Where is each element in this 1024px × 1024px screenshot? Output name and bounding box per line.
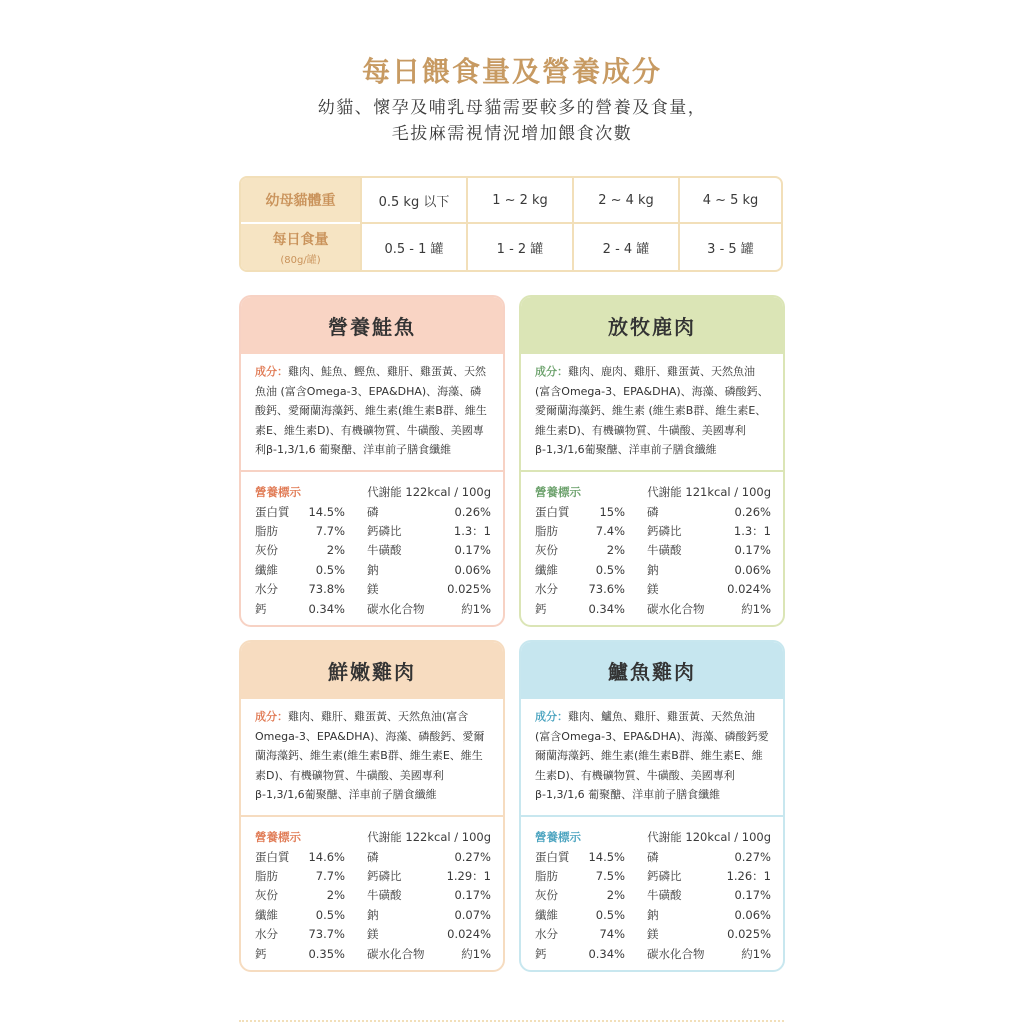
card-title: 營養鮭魚 [241,297,503,354]
ingredients-label: 成分： [535,365,568,378]
nutrient-value: 約1% [741,601,771,616]
nutrient-name: 鈉 [647,562,659,577]
nutrient-value: 0.06% [454,562,491,577]
nutrient-name: 脂肪 [535,869,558,884]
nutrient-value: 7.4% [595,524,625,539]
nutrition-label: 營養標示 [255,830,301,844]
nutrient-value: 14.6% [308,849,345,864]
nutrition-row [255,521,491,540]
card-title: 鱸魚雞肉 [521,642,783,699]
feeding-table [239,176,783,272]
nutrient-value: 0.34% [588,946,625,961]
weight-cell: 2 ~ 4 kg [572,178,678,224]
nutrient-value: 約1% [461,601,491,616]
nutrition-row [535,580,771,599]
ingredients-label: 成分： [255,365,288,378]
nutrient-name: 牛磺酸 [367,888,402,903]
nutrition-label: 營養標示 [255,485,301,499]
ingredients-text: 雞肉、鱸魚、雞肝、雞蛋黃、天然魚油 (富含Omega-3、EPA&DHA)、海藻、磷酸鈣愛爾蘭海藻鈣、維生素(維生素B群、維生素E、維生素D)、有機礦物質、牛磺酸、美國專利β-1,3/1,6 葡聚醣、洋車前子膳食纖維 [535,710,769,801]
nutrition-rows [255,847,491,963]
nutrient-value: 0.024% [447,927,491,942]
nutrition-row [255,944,491,963]
nutrition-row [255,847,491,866]
amount-cell: 0.5 - 1 罐 [360,224,466,270]
nutrient-name: 鈣磷比 [367,869,402,884]
nutrient-name: 脂肪 [535,524,558,539]
nutrient-name: 牛磺酸 [367,543,402,558]
energy-value: 代謝能 121kcal / 100g [647,485,771,499]
nutrient-name: 水分 [255,582,278,597]
nutrient-name: 蛋白質 [535,849,570,864]
nutrient-value: 0.17% [734,888,771,903]
nutrient-name: 牛磺酸 [647,888,682,903]
nutrient-value: 7.7% [315,869,345,884]
energy-value: 代謝能 122kcal / 100g [367,485,491,499]
nutrient-name: 纖維 [535,562,558,577]
nutrition-rows [535,847,771,963]
nutrition-rows [255,502,491,618]
nutrient-name: 磷 [647,849,659,864]
nutrient-value: 0.06% [734,907,771,922]
energy-value: 代謝能 120kcal / 100g [647,830,771,844]
nutrition-panel [241,817,503,963]
nutrient-value: 2% [326,888,345,903]
nutrient-value: 15% [599,504,625,519]
weight-cell: 4 ~ 5 kg [678,178,781,224]
nutrient-value: 0.35% [308,946,345,961]
nutrient-value: 7.5% [595,869,625,884]
nutrition-row [255,866,491,885]
nutrient-name: 纖維 [535,907,558,922]
nutrient-name: 碳水化合物 [367,601,425,616]
nutrient-value: 1.29：1 [446,869,491,884]
nutrient-value: 0.5% [315,562,345,577]
weight-label: 幼母貓體重 [265,193,336,209]
nutrient-name: 鈣 [255,946,267,961]
nutrient-value: 73.8% [308,582,345,597]
nutrition-row [535,944,771,963]
ingredients-label: 成分： [535,710,568,723]
nutrient-name: 鈣 [535,601,547,616]
nutrient-name: 牛磺酸 [647,543,682,558]
nutrition-row [535,502,771,521]
card-title: 鮮嫩雞肉 [241,642,503,699]
nutrient-name: 鈣 [535,946,547,961]
nutrient-name: 灰份 [535,543,558,558]
nutrient-value: 7.7% [315,524,345,539]
nutrient-value: 0.17% [454,888,491,903]
product-card-deer [519,295,785,627]
nutrition-row [255,541,491,560]
ingredients-text: 雞肉、鮭魚、鰹魚、雞肝、雞蛋黃、天然魚油 (富含Omega-3、EPA&DHA)、海藻、磷酸鈣、愛爾蘭海藻鈣、維生素(維生素B群、維生素E、維生素D)、有機礦物質、牛磺酸、美國專利β-1,3/1,6 葡聚醣、洋車前子膳食纖維 [255,365,487,456]
product-card-chicken [239,640,505,972]
page-title: 每日餵食量及營養成分 [361,55,662,88]
card-title: 放牧鹿肉 [521,297,783,354]
nutrition-row [255,925,491,944]
amount-cell: 1 - 2 罐 [466,224,572,270]
nutrition-row [535,925,771,944]
nutrition-row [535,560,771,579]
nutrition-row [535,599,771,618]
ingredients [241,354,503,470]
nutrition-label: 營養標示 [535,485,581,499]
nutrition-panel [521,817,783,963]
nutrient-name: 纖維 [255,562,278,577]
subtitle-line-2: 毛拔麻需視情況增加餵食次數 [391,124,633,144]
nutrient-value: 73.7% [308,927,345,942]
nutrition-label: 營養標示 [535,830,581,844]
nutrient-name: 灰份 [255,888,278,903]
nutrition-row [255,560,491,579]
nutrient-name: 水分 [255,927,278,942]
nutrient-name: 磷 [647,504,659,519]
nutrient-name: 蛋白質 [255,504,290,519]
nutrient-value: 0.06% [734,562,771,577]
nutrient-value: 0.26% [454,504,491,519]
nutrition-row [535,905,771,924]
ingredients-text: 雞肉、鹿肉、雞肝、雞蛋黃、天然魚油 (富含Omega-3、EPA&DHA)、海藻、磷酸鈣、愛爾蘭海藻鈣、維生素 (維生素B群、維生素E、維生素D)、有機礦物質、牛磺酸、美國專利β-1,3/1,6葡聚醣、洋車前子膳食纖維 [535,365,769,456]
nutrient-value: 74% [599,927,625,942]
ingredients [241,699,503,815]
nutrient-name: 鈉 [367,907,379,922]
amount-header [241,224,360,270]
nutrient-name: 水分 [535,927,558,942]
nutrient-value: 14.5% [588,849,625,864]
nutrition-row [535,866,771,885]
amount-cell: 2 - 4 罐 [572,224,678,270]
nutrient-name: 鎂 [647,927,659,942]
weight-cell: 1 ~ 2 kg [466,178,572,224]
nutrient-name: 灰份 [255,543,278,558]
nutrient-name: 鎂 [647,582,659,597]
nutrient-name: 蛋白質 [535,504,570,519]
nutrient-value: 約1% [461,946,491,961]
nutrient-name: 鈣磷比 [647,869,682,884]
nutrition-row [255,502,491,521]
nutrient-name: 纖維 [255,907,278,922]
nutrient-value: 1.26：1 [726,869,771,884]
weight-cell: 0.5 kg 以下 [360,178,466,224]
energy-value: 代謝能 122kcal / 100g [367,830,491,844]
nutrient-value: 0.17% [734,543,771,558]
subtitle-line-1: 幼貓、懷孕及哺乳母貓需要較多的營養及食量， [317,98,707,118]
nutrient-value: 0.024% [727,582,771,597]
nutrient-value: 0.5% [595,562,625,577]
nutrition-row [255,886,491,905]
nutrient-name: 碳水化合物 [647,601,705,616]
product-card-cod [519,640,785,972]
nutrition-row [255,905,491,924]
nutrient-value: 0.17% [454,543,491,558]
dotted-divider [239,1020,784,1022]
amount-label: 每日食量 [272,231,329,248]
nutrient-name: 鈣 [255,601,267,616]
nutrient-value: 2% [606,888,625,903]
nutrition-row [535,847,771,866]
nutrient-value: 0.07% [454,907,491,922]
nutrition-row [535,886,771,905]
nutrient-name: 鎂 [367,582,379,597]
nutrient-value: 0.34% [308,601,345,616]
nutrient-name: 鈉 [647,907,659,922]
nutrient-name: 脂肪 [255,869,278,884]
weight-header [241,178,360,224]
nutrient-name: 水分 [535,582,558,597]
amount-unit: (80g/罐) [280,254,321,266]
amount-cell: 3 - 5 罐 [678,224,781,270]
nutrient-value: 14.5% [308,504,345,519]
nutrition-row [535,541,771,560]
nutrient-value: 約1% [741,946,771,961]
nutrient-name: 鈣磷比 [367,524,402,539]
nutrient-name: 鈉 [367,562,379,577]
nutrient-value: 1.3：1 [733,524,771,539]
ingredients [521,354,783,470]
nutrient-value: 0.27% [454,849,491,864]
nutrient-name: 脂肪 [255,524,278,539]
nutrient-value: 2% [606,543,625,558]
nutrient-name: 灰份 [535,888,558,903]
ingredients-label: 成分： [255,710,288,723]
product-card-salmon [239,295,505,627]
nutrient-value: 0.5% [595,907,625,922]
nutrient-name: 磷 [367,849,379,864]
nutrient-name: 鈣磷比 [647,524,682,539]
nutrient-name: 蛋白質 [255,849,290,864]
nutrient-value: 0.5% [315,907,345,922]
nutrition-rows [535,502,771,618]
nutrition-row [535,521,771,540]
nutrient-name: 碳水化合物 [367,946,425,961]
nutrient-value: 0.27% [734,849,771,864]
nutrition-row [255,599,491,618]
nutrient-value: 0.025% [727,927,771,942]
nutrition-row [255,580,491,599]
nutrient-name: 磷 [367,504,379,519]
nutrient-value: 1.3：1 [453,524,491,539]
nutrient-value: 2% [326,543,345,558]
nutrient-value: 0.025% [447,582,491,597]
nutrient-value: 0.34% [588,601,625,616]
nutrient-value: 0.26% [734,504,771,519]
ingredients-text: 雞肉、雞肝、雞蛋黃、天然魚油(富含Omega-3、EPA&DHA)、海藻、磷酸鈣、愛爾蘭海藻鈣、維生素(維生素B群、維生素E、維生素D)、有機礦物質、牛磺酸、美國專利β-1,3/1,6葡聚醣、洋車前子膳食纖維 [255,710,485,801]
nutrition-panel [521,472,783,618]
nutrient-name: 鎂 [367,927,379,942]
nutrient-value: 73.6% [588,582,625,597]
nutrient-name: 碳水化合物 [647,946,705,961]
nutrition-panel [241,472,503,618]
ingredients [521,699,783,815]
